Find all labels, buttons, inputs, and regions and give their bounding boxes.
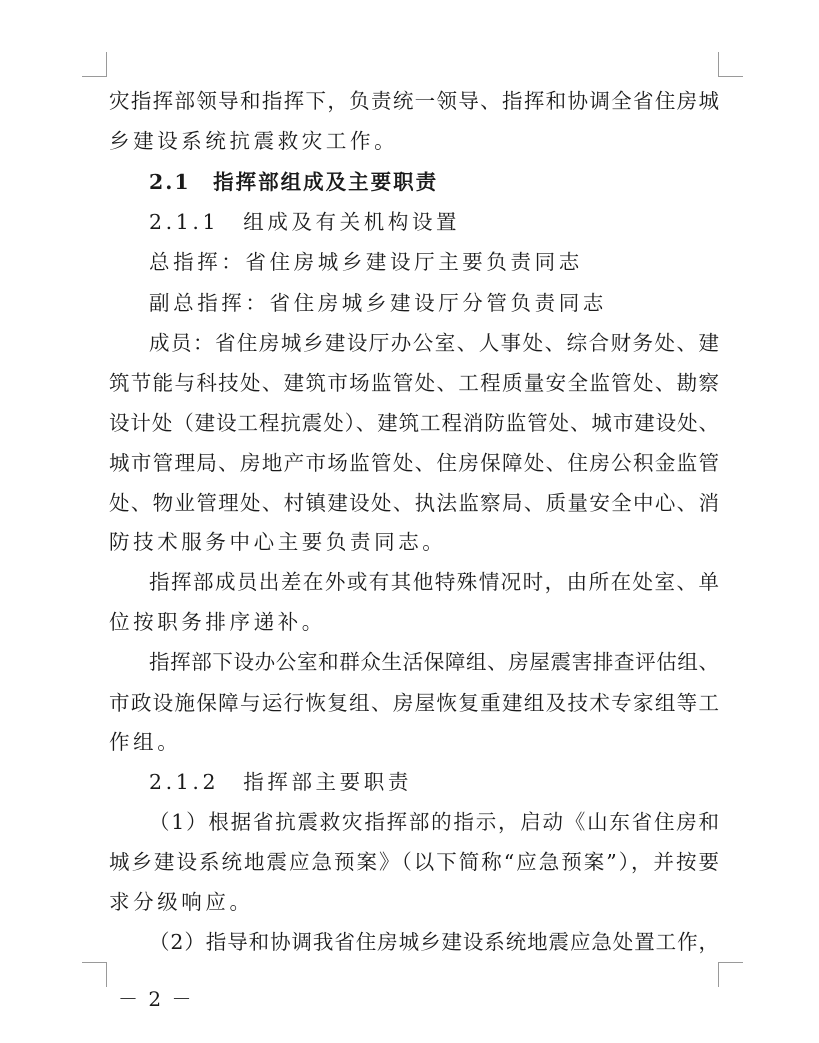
page-corner-bottom-right [718, 962, 743, 987]
page-corner-top-left [82, 52, 107, 77]
paragraph-line: 市政设施保障与运行恢复组、房屋恢复重建组及技术专家组等工 [109, 691, 719, 715]
paragraph-line: 设计处（建设工程抗震处）、建筑工程消防监管处、城市建设处、 [109, 411, 719, 435]
paragraph-line: 位按职务排序递补。 [109, 610, 326, 634]
paragraph-line: 成员：省住房城乡建设厅办公室、人事处、综合财务处、建 [149, 331, 719, 355]
paragraph-line: 指挥部成员出差在外或有其他特殊情况时，由所在处室、单 [149, 570, 719, 594]
page-corner-bottom-left [82, 962, 107, 987]
paragraph-line: 处、物业管理处、村镇建设处、执法监察局、质量安全中心、消 [109, 491, 719, 515]
paragraph-line: （1）根据省抗震救灾指挥部的指示，启动《山东省住房和 [149, 810, 719, 834]
paragraph-line: 防技术服务中心主要负责同志。 [109, 530, 447, 554]
page-corner-top-right [718, 52, 743, 77]
paragraph-line: 乡建设系统抗震救灾工作。 [109, 129, 399, 153]
paragraph-line: 筑节能与科技处、建筑市场监管处、工程质量安全监管处、勘察 [109, 371, 719, 395]
paragraph-line: 求分级响应。 [109, 890, 254, 914]
paragraph-line: 城市管理局、房地产市场监管处、住房保障处、住房公积金监管 [109, 451, 719, 475]
paragraph-line: 城乡建设系统地震应急预案》（以下简称“应急预案”），并按要 [109, 850, 719, 874]
paragraph-line: （2）指导和协调我省住房城乡建设系统地震应急处置工作， [149, 930, 719, 954]
paragraph-line: 指挥部下设办公室和群众生活保障组、房屋震害排查评估组、 [149, 650, 719, 674]
section-heading-2-1-1: 2.1.1 组成及有关机构设置 [149, 210, 461, 234]
section-heading-2-1: 2.1 指挥部组成及主要职责 [149, 170, 439, 194]
paragraph-line: 灾指挥部领导和指挥下，负责统一领导、指挥和协调全省住房城 [109, 89, 719, 113]
deputy-commander-line: 副总指挥：省住房城乡建设厅分管负责同志 [149, 291, 607, 315]
section-heading-2-1-2: 2.1.2 指挥部主要职责 [149, 770, 412, 794]
paragraph-line: 作组。 [109, 730, 182, 754]
commander-line: 总指挥：省住房城乡建设厅主要负责同志 [149, 250, 583, 274]
page-number: － 2 － [118, 987, 194, 1011]
